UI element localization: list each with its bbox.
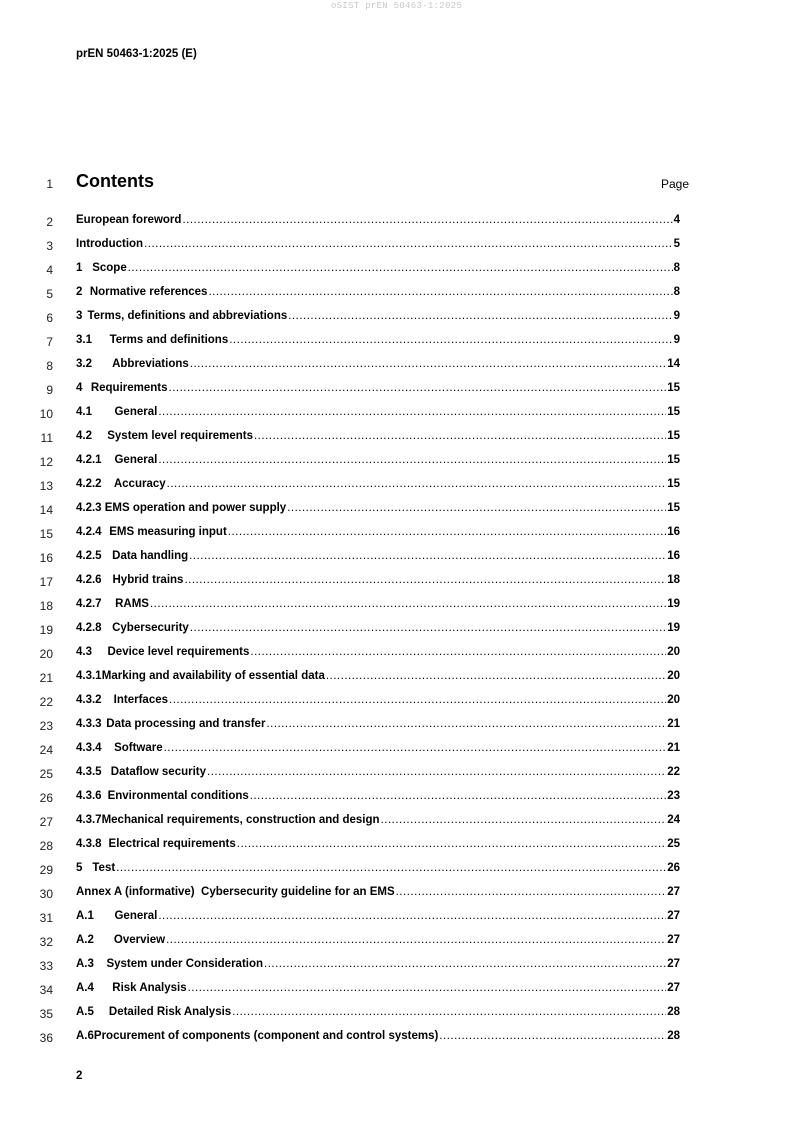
section-title: Data processing and transfer	[106, 718, 266, 730]
toc-row	[0, 426, 793, 450]
page-reference: 9	[673, 310, 680, 322]
line-number: 1	[46, 177, 53, 191]
page-reference: 9	[673, 334, 680, 346]
line-number: 34	[39, 983, 53, 997]
toc-row	[0, 858, 793, 882]
page-reference: 16	[667, 550, 680, 562]
dot-leader	[208, 286, 672, 298]
toc-entry-link[interactable]	[76, 502, 680, 514]
line-number: 17	[39, 575, 53, 589]
section-title: System level requirements	[107, 430, 253, 442]
section-number: A.5	[76, 1006, 94, 1018]
page-reference: 4	[673, 214, 680, 226]
dot-leader	[169, 694, 666, 706]
section-number: 1	[76, 262, 83, 274]
section-title: Overview	[113, 934, 166, 946]
dot-leader	[190, 358, 666, 370]
dot-leader	[128, 262, 673, 274]
toc-entry-link[interactable]	[76, 982, 680, 994]
watermark: oSIST prEN 50463-1:2025	[330, 1, 463, 11]
section-number: 4.2.6	[76, 574, 102, 586]
dot-leader	[237, 838, 666, 850]
dot-leader	[158, 406, 666, 418]
line-number: 11	[40, 431, 53, 445]
toc-row	[0, 930, 793, 954]
dot-leader	[166, 934, 666, 946]
section-title: General	[114, 406, 158, 418]
line-number: 12	[39, 455, 53, 469]
section-title: Electrical requirements	[108, 838, 236, 850]
toc-row	[0, 978, 793, 1002]
line-number: 9	[46, 383, 53, 397]
toc-entry-link[interactable]	[76, 1006, 680, 1018]
toc-row	[0, 786, 793, 810]
dot-leader	[190, 622, 666, 634]
toc-entry-link[interactable]	[76, 526, 680, 538]
section-number: 4.3	[76, 646, 92, 658]
page-reference: 20	[667, 646, 680, 658]
page-reference: 27	[667, 958, 680, 970]
line-number: 28	[39, 839, 53, 853]
section-number: 4.2.3	[76, 502, 102, 514]
line-number: 10	[39, 407, 53, 421]
page-reference: 28	[667, 1030, 680, 1042]
section-title: Annex A (informative) Cybersecurity guideline for an EMS	[76, 886, 395, 898]
page-reference: 14	[667, 358, 680, 370]
section-number: A.2	[76, 934, 94, 946]
section-title: Procurement of components (component and control systems)	[93, 1030, 439, 1042]
toc-entry-link[interactable]	[76, 694, 680, 706]
toc-entry-link[interactable]	[76, 1030, 680, 1042]
line-number: 15	[39, 527, 53, 541]
page-reference: 24	[667, 814, 680, 826]
toc-row	[0, 1002, 793, 1026]
page-reference: 5	[673, 238, 680, 250]
toc-entry-link[interactable]	[76, 622, 680, 634]
toc-entry-link[interactable]	[76, 910, 680, 922]
section-title: Detailed Risk Analysis	[108, 1006, 232, 1018]
toc-entry-link[interactable]	[76, 670, 680, 682]
dot-leader	[116, 862, 666, 874]
toc-entry-link[interactable]	[76, 238, 680, 250]
section-title: General	[114, 910, 158, 922]
page-reference: 15	[667, 454, 680, 466]
toc-row	[0, 210, 793, 234]
dot-leader	[254, 430, 666, 442]
dot-leader	[158, 910, 666, 922]
toc-row	[0, 882, 793, 906]
section-title: Normative references	[89, 286, 208, 298]
section-title: Accuracy	[113, 478, 166, 490]
dot-leader	[228, 526, 666, 538]
line-number: 36	[39, 1031, 53, 1045]
page-reference: 19	[667, 598, 680, 610]
dot-leader	[158, 454, 666, 466]
line-number: 14	[39, 503, 53, 517]
toc-row	[0, 642, 793, 666]
toc-row	[0, 906, 793, 930]
section-title: Risk Analysis	[112, 982, 187, 994]
dot-leader	[144, 238, 673, 250]
section-title: Hybrid trains	[112, 574, 184, 586]
toc-row	[0, 546, 793, 570]
section-number: 4.1	[76, 406, 92, 418]
section-number: 2	[76, 286, 83, 298]
page-reference: 15	[667, 382, 680, 394]
page-reference: 27	[667, 886, 680, 898]
page-number: 2	[76, 1070, 83, 1082]
section-number: 3.2	[76, 358, 92, 370]
section-number: 4.3.4	[76, 742, 102, 754]
page-reference: 19	[667, 622, 680, 634]
line-number: 8	[46, 359, 53, 373]
toc-row	[0, 354, 793, 378]
section-number: 4.2.5	[76, 550, 102, 562]
toc-entry-link[interactable]	[76, 310, 680, 322]
toc-entry-link[interactable]	[76, 214, 680, 226]
section-title: System under Consideration	[106, 958, 264, 970]
toc-entry-link[interactable]	[76, 766, 680, 778]
section-number: 4.2.8	[76, 622, 102, 634]
section-title: Interfaces	[113, 694, 169, 706]
line-number: 6	[46, 311, 53, 325]
section-number: 4.3.8	[76, 838, 102, 850]
toc-entry-link[interactable]	[76, 838, 680, 850]
section-number: 4.2.7	[76, 598, 102, 610]
section-title: Marking and availability of essential data	[101, 670, 325, 682]
line-number: 20	[39, 647, 53, 661]
section-title: Terms and definitions	[109, 334, 229, 346]
line-number: 3	[46, 239, 53, 253]
page-reference: 15	[667, 430, 680, 442]
toc-entry-link[interactable]	[76, 862, 680, 874]
line-number: 27	[39, 815, 53, 829]
page-reference: 15	[667, 478, 680, 490]
line-number: 13	[39, 479, 53, 493]
page-reference: 15	[667, 406, 680, 418]
dot-leader	[287, 502, 666, 514]
section-number: 4.3.5	[76, 766, 102, 778]
page-reference: 22	[667, 766, 680, 778]
toc-row	[0, 498, 793, 522]
section-number: 4.2	[76, 430, 92, 442]
document-identifier: prEN 50463-1:2025 (E)	[76, 48, 197, 60]
section-number: 4.2.4	[76, 526, 102, 538]
line-number: 19	[39, 623, 53, 637]
page-reference: 28	[667, 1006, 680, 1018]
page-reference: 23	[667, 790, 680, 802]
section-title: Dataflow security	[110, 766, 207, 778]
dot-leader	[381, 814, 667, 826]
line-number: 22	[39, 695, 53, 709]
line-number: 26	[39, 791, 53, 805]
dot-leader	[167, 478, 667, 490]
toc-entry-link[interactable]	[76, 934, 680, 946]
toc-row	[0, 618, 793, 642]
line-number: 16	[39, 551, 53, 565]
page-reference: 20	[667, 694, 680, 706]
page-reference: 26	[667, 862, 680, 874]
section-title: EMS operation and power supply	[104, 502, 287, 514]
section-number: 4.2.1	[76, 454, 102, 466]
toc-row	[0, 1026, 793, 1050]
section-title: Requirements	[90, 382, 168, 394]
page-reference: 20	[667, 670, 680, 682]
toc-row	[0, 402, 793, 426]
table-of-contents	[0, 210, 793, 1050]
toc-row	[0, 450, 793, 474]
section-number: 4.3.1	[76, 670, 102, 682]
toc-row	[0, 570, 793, 594]
line-number: 18	[39, 599, 53, 613]
page-reference: 8	[673, 262, 680, 274]
line-number: 23	[39, 719, 53, 733]
dot-leader	[326, 670, 666, 682]
page-reference: 27	[667, 934, 680, 946]
contents-heading-row	[0, 171, 793, 195]
line-number: 4	[46, 263, 53, 277]
dot-leader	[264, 958, 666, 970]
toc-row	[0, 474, 793, 498]
line-number: 32	[39, 935, 53, 949]
dot-leader	[182, 214, 672, 226]
section-number: 4.3.2	[76, 694, 102, 706]
toc-entry-link[interactable]	[76, 430, 680, 442]
dot-leader	[189, 550, 666, 562]
toc-entry-link[interactable]	[76, 550, 680, 562]
contents-title: Contents	[76, 171, 154, 191]
dot-leader	[188, 982, 667, 994]
toc-entry-link[interactable]	[76, 334, 680, 346]
section-number: 5	[76, 862, 83, 874]
section-number: A.4	[76, 982, 94, 994]
section-title: Data handling	[112, 550, 189, 562]
line-number: 21	[39, 671, 53, 685]
section-number: 4.3.3	[76, 718, 102, 730]
section-title: Abbreviations	[112, 358, 189, 370]
section-title: Device level requirements	[107, 646, 250, 658]
toc-entry-link[interactable]	[76, 598, 680, 610]
dot-leader	[288, 310, 672, 322]
page-column-label: Page	[660, 177, 689, 191]
section-title: Cybersecurity	[112, 622, 189, 634]
toc-row	[0, 666, 793, 690]
dot-leader	[229, 334, 672, 346]
page-reference: 27	[667, 910, 680, 922]
dot-leader	[266, 718, 666, 730]
toc-entry-link[interactable]	[76, 958, 680, 970]
section-number: 4.3.6	[76, 790, 102, 802]
toc-entry-link[interactable]	[76, 382, 680, 394]
dot-leader	[207, 766, 666, 778]
toc-entry-link[interactable]	[76, 406, 680, 418]
toc-entry-link[interactable]	[76, 790, 680, 802]
section-number: 3	[76, 310, 83, 322]
dot-leader	[184, 574, 666, 586]
section-title: Environmental conditions	[107, 790, 249, 802]
toc-row	[0, 594, 793, 618]
line-number: 2	[46, 215, 53, 229]
section-number: 4.2.2	[76, 478, 102, 490]
section-number: 4	[76, 382, 83, 394]
dot-leader	[250, 790, 666, 802]
toc-row	[0, 762, 793, 786]
line-number: 5	[46, 287, 53, 301]
toc-row	[0, 738, 793, 762]
page-reference: 8	[673, 286, 680, 298]
toc-row	[0, 690, 793, 714]
toc-entry-link[interactable]	[76, 478, 680, 490]
section-number: 3.1	[76, 334, 92, 346]
page-reference: 18	[667, 574, 680, 586]
section-number: A.3	[76, 958, 94, 970]
toc-row	[0, 522, 793, 546]
toc-entry-link[interactable]	[76, 814, 680, 826]
toc-entry-link[interactable]	[76, 646, 680, 658]
section-title: Introduction	[76, 238, 144, 250]
section-title: Software	[114, 742, 163, 754]
section-title: European foreword	[76, 214, 182, 226]
line-number: 25	[39, 767, 53, 781]
toc-row	[0, 954, 793, 978]
dot-leader	[169, 382, 667, 394]
line-number: 7	[46, 335, 53, 349]
section-title: Mechanical requirements, construction and design	[101, 814, 380, 826]
page-reference: 21	[667, 742, 680, 754]
section-title: Scope	[92, 262, 127, 274]
line-number: 33	[39, 959, 53, 973]
page-reference: 21	[667, 718, 680, 730]
section-title: General	[114, 454, 158, 466]
toc-entry-link[interactable]	[76, 262, 680, 274]
toc-entry-link[interactable]	[76, 718, 680, 730]
toc-entry-link[interactable]	[76, 358, 680, 370]
dot-leader	[232, 1006, 666, 1018]
section-title: EMS measuring input	[109, 526, 227, 538]
toc-entry-link[interactable]	[76, 886, 680, 898]
toc-row	[0, 834, 793, 858]
section-number: 4.3.7	[76, 814, 102, 826]
section-title: RAMS	[115, 598, 149, 610]
toc-row	[0, 306, 793, 330]
dot-leader	[164, 742, 667, 754]
line-number: 30	[39, 887, 53, 901]
section-title: Terms, definitions and abbreviations	[87, 310, 288, 322]
page-reference: 27	[667, 982, 680, 994]
dot-leader	[150, 598, 666, 610]
toc-row	[0, 258, 793, 282]
section-title: Test	[92, 862, 116, 874]
dot-leader	[396, 886, 667, 898]
dot-leader	[439, 1030, 666, 1042]
page-reference: 25	[667, 838, 680, 850]
section-number: A.6	[76, 1030, 94, 1042]
toc-row	[0, 234, 793, 258]
toc-row	[0, 282, 793, 306]
line-number: 24	[39, 743, 53, 757]
section-number: A.1	[76, 910, 94, 922]
toc-row	[0, 810, 793, 834]
line-number: 35	[39, 1007, 53, 1021]
page-reference: 15	[667, 502, 680, 514]
toc-row	[0, 714, 793, 738]
toc-row	[0, 378, 793, 402]
toc-entry-link[interactable]	[76, 742, 680, 754]
toc-entry-link[interactable]	[76, 454, 680, 466]
line-number: 29	[39, 863, 53, 877]
dot-leader	[250, 646, 666, 658]
toc-entry-link[interactable]	[76, 574, 680, 586]
page-reference: 16	[667, 526, 680, 538]
line-number: 31	[39, 911, 53, 925]
toc-row	[0, 330, 793, 354]
toc-entry-link[interactable]	[76, 286, 680, 298]
